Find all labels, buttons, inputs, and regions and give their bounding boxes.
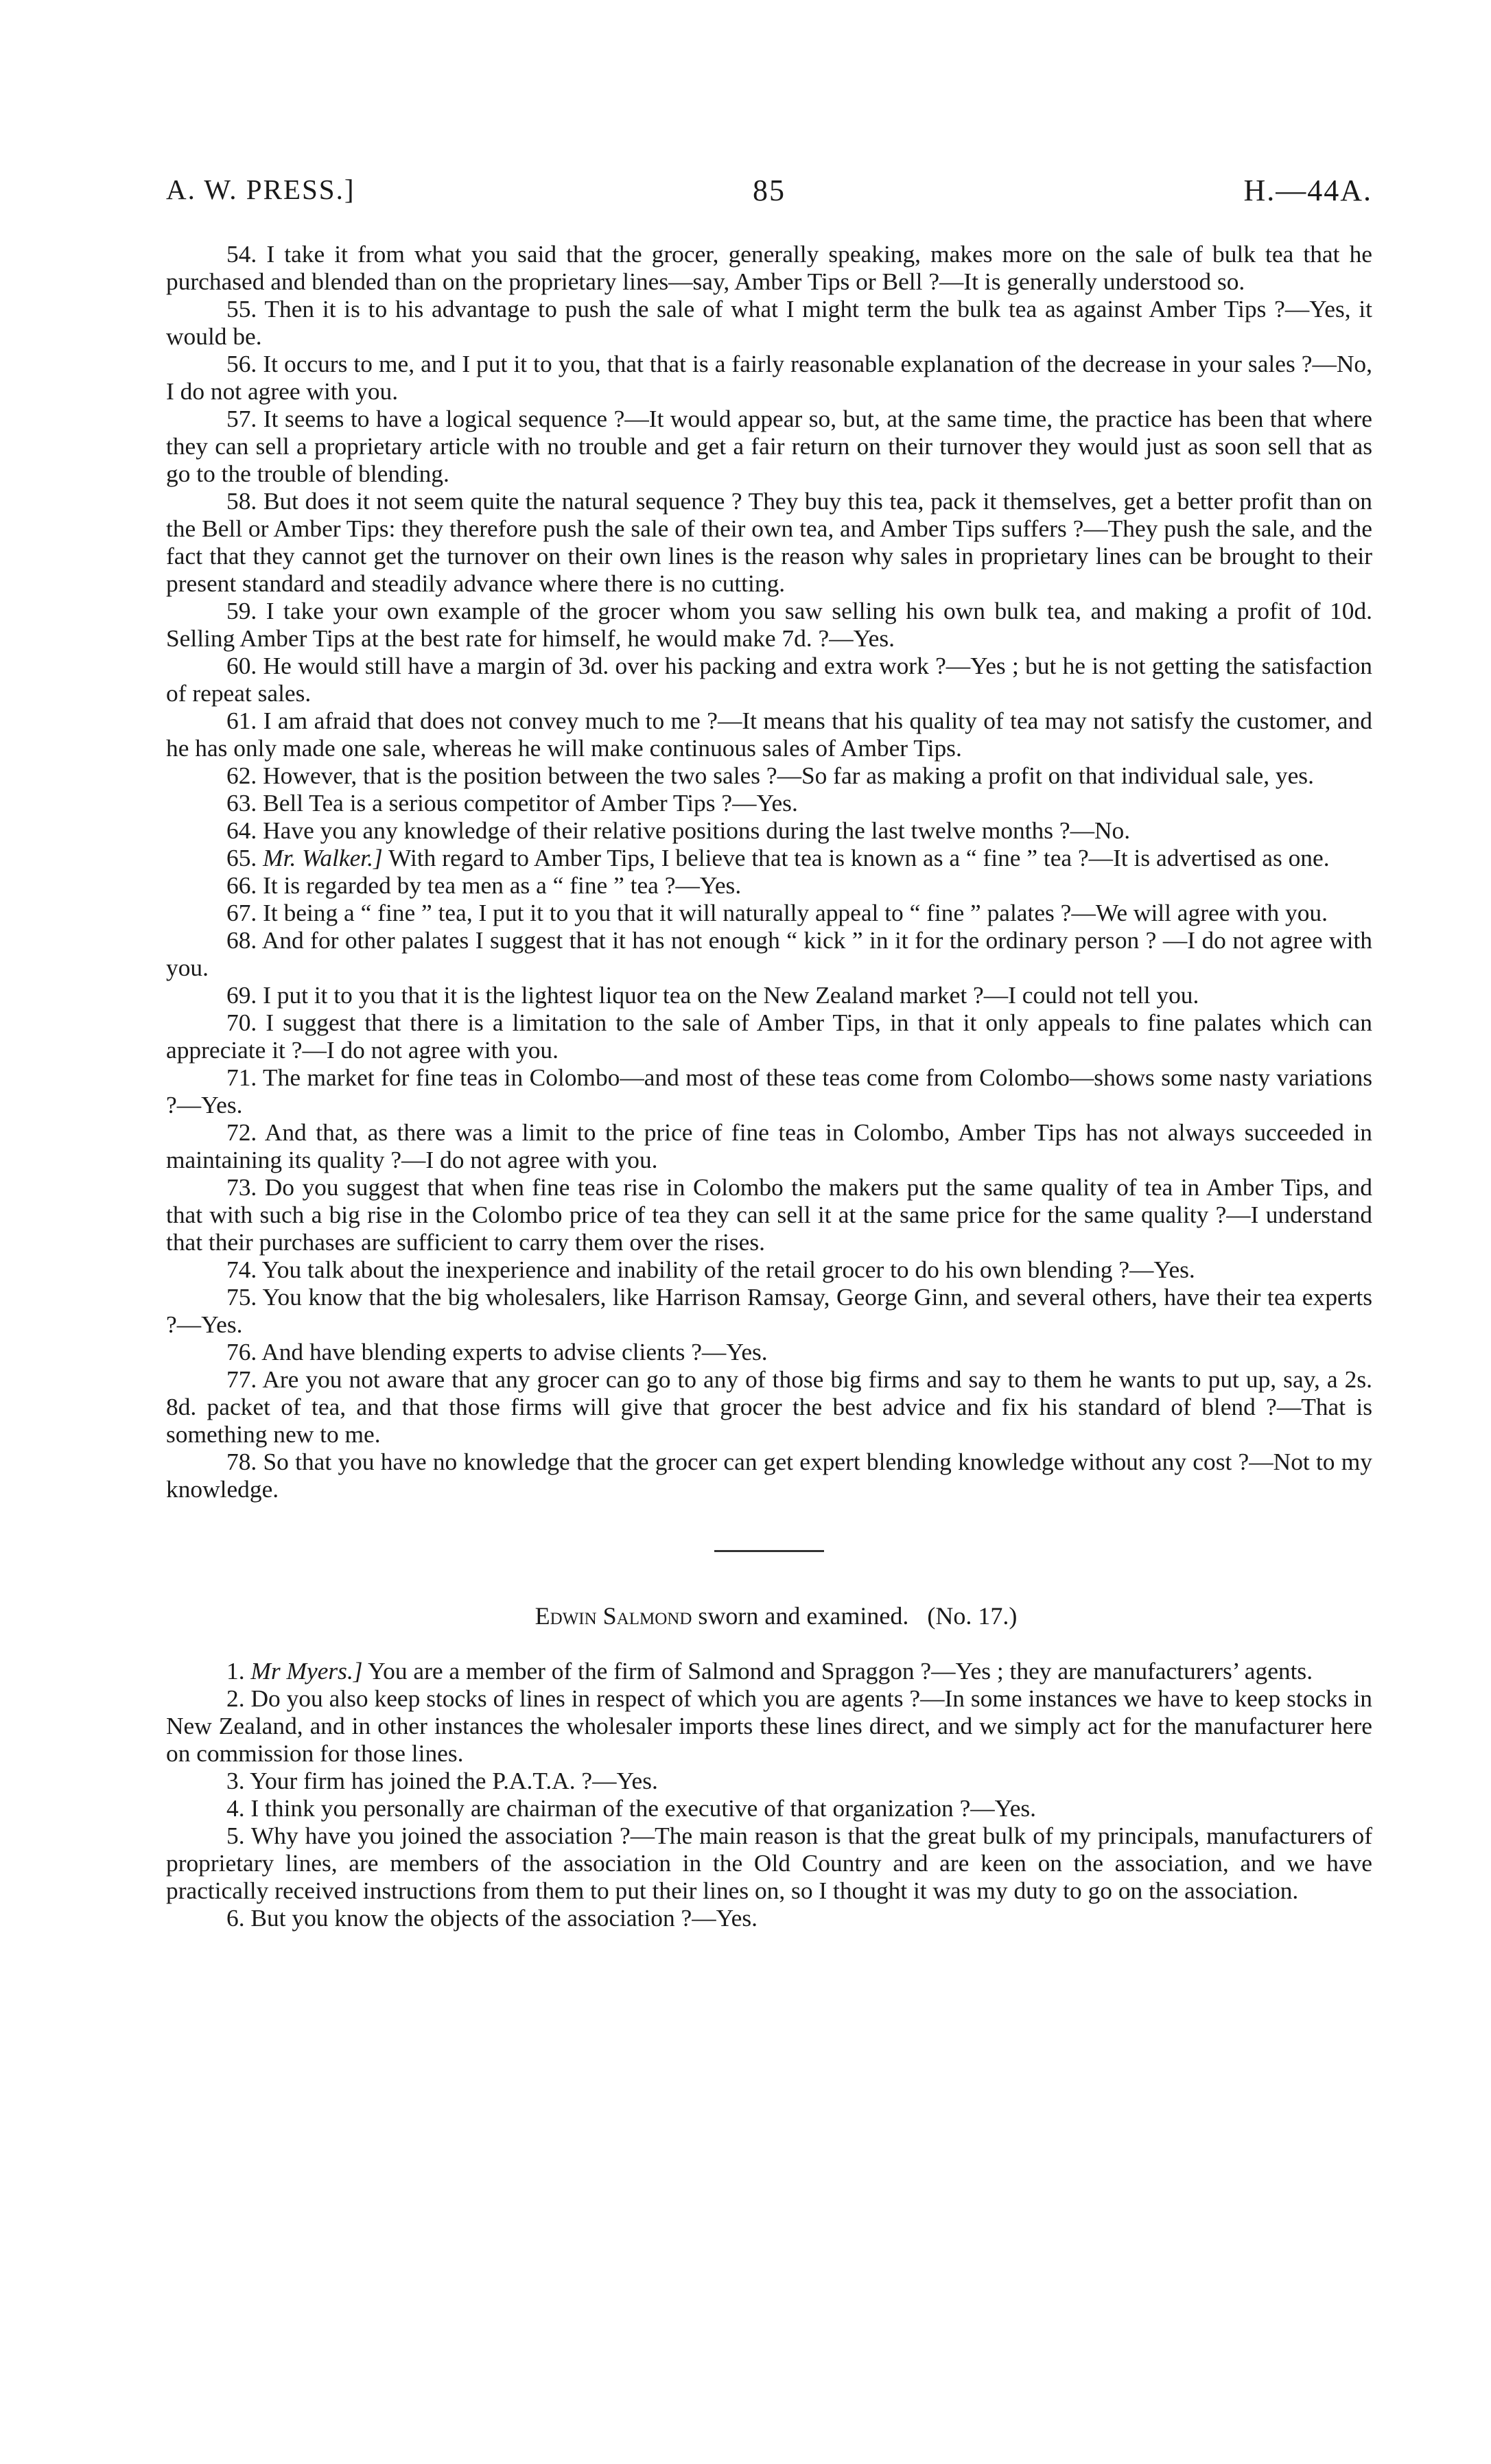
witness-number: (No. 17.) [927, 1602, 1018, 1630]
page-header [166, 173, 1372, 214]
question-number: 71. [226, 1064, 257, 1091]
question-paragraph [166, 1009, 1372, 1064]
question-text: It being a “ fine ” tea, I put it to you that it will naturally appeal to “ fine ” palates ?—We will agree with you. [263, 899, 1328, 926]
question-text: Do you suggest that when fine teas rise in Colombo the makers put the same quality of tea in Amber Tips, and that with such a big rise in the Colombo price of tea they can sell it at the same price for the same quality ?—I understand that their purchases are sufficient to carry them over the rises. [166, 1173, 1372, 1256]
question-text: I suggest that there is a limitation to the sale of Amber Tips, in that it only appeals to fine palates which can appreciate it ?—I do not agree with you. [166, 1009, 1372, 1064]
question-paragraph [166, 1173, 1372, 1256]
question-text: He would still have a margin of 3d. over his packing and extra work ?—Yes ; but he is not getting the satisfaction of repeat sales. [166, 652, 1372, 707]
question-paragraph [166, 487, 1372, 597]
question-paragraph [166, 926, 1372, 981]
question-paragraph [166, 350, 1372, 405]
section-heading-text: sworn and examined. [698, 1602, 909, 1630]
question-paragraph [166, 1283, 1372, 1338]
document-reference: H.—44A. [1243, 174, 1372, 207]
question-number: 72. [226, 1118, 257, 1146]
question-number: 70. [226, 1009, 257, 1036]
question-text: And have blending experts to advise clients ?—Yes. [261, 1338, 768, 1365]
question-text: And that, as there was a limit to the price of fine teas in Colombo, Amber Tips has not always succeeded in maintaining its quality ?—I do not agree with you. [166, 1118, 1372, 1173]
question-text: I am afraid that does not convey much to me ?—It means that his quality of tea may not satisfy the customer, and he has only made one sale, whereas he will make continuous sales of Amber Tips. [166, 707, 1372, 762]
question-text: Why have you joined the association ?—The main reason is that the great bulk of my principals, manufacturers of proprietary lines, are members of the association in the Old Country and are keen on the association, and we have practically received instructions from them to put their lines on, so I thought it was my duty to go on the association. [166, 1822, 1372, 1904]
questions-block-1 [166, 240, 1372, 844]
speaker-name: Mr Myers.] [250, 1657, 363, 1685]
question-text: I take it from what you said that the grocer, generally speaking, makes more on the sale of bulk tea that he purchased and blended than on the proprietary lines—say, Amber Tips or Bell ?—It is generally understood so. [166, 240, 1372, 295]
question-number: 58. [226, 487, 257, 515]
question-number: 68. [226, 926, 257, 954]
question-paragraph [166, 899, 1372, 926]
section-heading [166, 1602, 1372, 1630]
question-number: 3. [226, 1767, 245, 1794]
header-witness-name: A. W. PRESS.] [166, 174, 355, 205]
question-text: And for other palates I suggest that it has not enough “ kick ” in it for the ordinary person ? —I do not agree with you. [166, 926, 1372, 981]
question-number: 54. [226, 240, 257, 268]
question-number: 63. [226, 789, 257, 817]
question-text: Then it is to his advantage to push the sale of what I might term the bulk tea as against Amber Tips ?—Yes, it would be. [166, 295, 1372, 350]
question-text: But you know the objects of the association ?—Yes. [250, 1904, 758, 1932]
question-text: I think you personally are chairman of the executive of that organization ?—Yes. [250, 1794, 1037, 1822]
document-body [166, 240, 1372, 1932]
question-paragraph [166, 981, 1372, 1009]
question-paragraph [166, 1822, 1372, 1904]
question-paragraph [166, 762, 1372, 789]
question-paragraph [166, 1685, 1372, 1767]
witness-name: Edwin Salmond [535, 1602, 692, 1630]
question-text: It occurs to me, and I put it to you, that that is a fairly reasonable explanation of the decrease in your sales ?—No, I do not agree with you. [166, 350, 1372, 405]
question-number: 55. [226, 295, 257, 322]
question-paragraph [166, 844, 1372, 871]
question-text: You talk about the inexperience and inability of the retail grocer to do his own blending ?—Yes. [261, 1256, 1195, 1283]
question-text: You are a member of the firm of Salmond and Spraggon ?—Yes ; they are manufacturers’ agents. [368, 1657, 1313, 1685]
question-number: 77. [226, 1365, 257, 1393]
question-number: 6. [226, 1904, 245, 1932]
question-paragraph [166, 707, 1372, 762]
question-number: 5. [226, 1822, 245, 1849]
speaker-name: Mr. Walker.] [263, 844, 383, 871]
question-text: You know that the big wholesalers, like Harrison Ramsay, George Ginn, and several others, have their tea experts ?—Yes. [166, 1283, 1372, 1338]
question-paragraph [166, 1794, 1372, 1822]
question-number: 75. [226, 1283, 257, 1311]
question-number: 1. [226, 1657, 245, 1685]
question-number: 67. [226, 899, 257, 926]
question-paragraph [166, 1118, 1372, 1173]
question-number: 62. [226, 762, 257, 789]
question-paragraph [166, 295, 1372, 350]
question-number: 61. [226, 707, 257, 734]
question-paragraph [166, 652, 1372, 707]
question-text: Your firm has joined the P.A.T.A. ?—Yes. [250, 1767, 658, 1794]
question-number: 2. [226, 1685, 245, 1712]
question-paragraph [166, 405, 1372, 487]
question-paragraph [166, 1256, 1372, 1283]
question-paragraph [166, 1904, 1372, 1932]
question-paragraph [166, 817, 1372, 844]
page-number: 85 [753, 174, 786, 207]
question-text: Bell Tea is a serious competitor of Amber Tips ?—Yes. [263, 789, 798, 817]
question-text: But does it not seem quite the natural sequence ? They buy this tea, pack it themselves, get a better profit than on the Bell or Amber Tips: they therefore push the sale of their own tea, and Amber Tips suffers ?—They push the sale, and the fact that they cannot get the turnover on their own lines is the reason why sales in proprietary lines can be brought to their present standard and steadily advance where there is no cutting. [166, 487, 1372, 597]
question-text: So that you have no knowledge that the grocer can get expert blending knowledge without any cost ?—Not to my knowledge. [166, 1448, 1372, 1503]
question-text: However, that is the position between the two sales ?—So far as making a profit on that individual sale, yes. [263, 762, 1314, 789]
question-number: 57. [226, 405, 257, 432]
questions-block-3 [166, 1685, 1372, 1932]
question-text: Are you not aware that any grocer can go to any of those big firms and say to them he wants to put up, say, a 2s. 8d. packet of tea, and that those firms will give that grocer the best advice and fix his standard of blend ?—That is something new to me. [166, 1365, 1372, 1448]
question-paragraph [166, 1448, 1372, 1503]
question-text: It is regarded by tea men as a “ fine ” tea ?—Yes. [263, 871, 742, 899]
question-number: 78. [226, 1448, 257, 1475]
question-number: 56. [226, 350, 257, 377]
question-text: I take your own example of the grocer whom you saw selling his own bulk tea, and making a profit of 10d. Selling Amber Tips at the best rate for himself, he would make 7d. ?—Yes. [166, 597, 1372, 652]
section-divider [714, 1550, 824, 1552]
question-text: I put it to you that it is the lightest liquor tea on the New Zealand market ?—I could not tell you. [263, 981, 1199, 1009]
questions-block-2 [166, 871, 1372, 1503]
question-number: 60. [226, 652, 257, 679]
question-text: The market for fine teas in Colombo—and most of these teas come from Colombo—shows some nasty variations ?—Yes. [166, 1064, 1372, 1118]
question-paragraph [166, 789, 1372, 817]
question-number: 4. [226, 1794, 245, 1822]
question-number: 64. [226, 817, 257, 844]
question-text: With regard to Amber Tips, I believe that tea is known as a “ fine ” tea ?—It is advertised as one. [388, 844, 1330, 871]
question-text: It seems to have a logical sequence ?—It would appear so, but, at the same time, the practice has been that where they can sell a proprietary article with no trouble and get a fair return on their turnover they would just as soon sell that as go to the trouble of blending. [166, 405, 1372, 487]
question-number: 66. [226, 871, 257, 899]
question-number: 59. [226, 597, 257, 624]
question-paragraph [166, 240, 1372, 295]
question-number: 74. [226, 1256, 257, 1283]
question-text: Have you any knowledge of their relative positions during the last twelve months ?—No. [263, 817, 1131, 844]
question-paragraph [166, 1338, 1372, 1365]
question-paragraph [166, 1365, 1372, 1448]
question-number: 76. [226, 1338, 257, 1365]
question-number: 69. [226, 981, 257, 1009]
question-number: 65. [226, 844, 257, 871]
question-paragraph [166, 871, 1372, 899]
question-paragraph [166, 1657, 1372, 1685]
question-text: Do you also keep stocks of lines in respect of which you are agents ?—In some instances we have to keep stocks in New Zealand, and in other instances the wholesaler imports these lines direct, and we simply act for the manufacturer here on commission for those lines. [166, 1685, 1372, 1767]
question-number: 73. [226, 1173, 257, 1201]
question-paragraph [166, 597, 1372, 652]
question-paragraph [166, 1767, 1372, 1794]
question-paragraph [166, 1064, 1372, 1118]
